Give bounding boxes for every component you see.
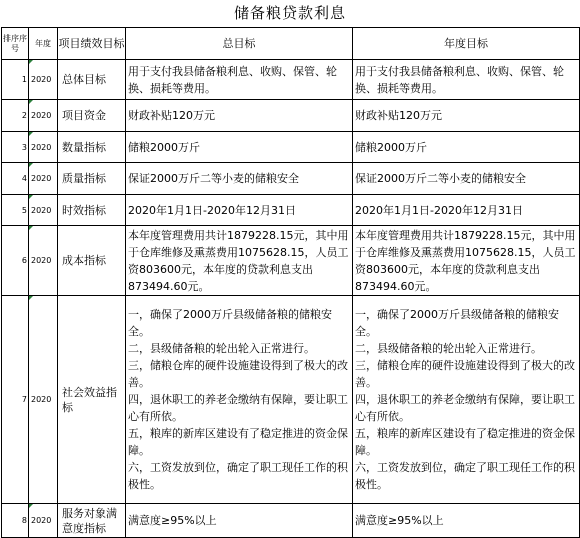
- row-annual-goal: 满意度≥95%以上: [353, 504, 580, 538]
- row-annual-goal: 2020年1月1日-2020年12月31日: [353, 195, 580, 226]
- row-total-goal: 财政补贴120万元: [126, 100, 353, 132]
- row-total-goal: 一，确保了2000万斤县级储备粮的储粮安全。 二，县级储备粮的轮出轮入正常进行。 三，储粮仓库的硬件设施建设得到了极大的改善。 四，退休职工的养老金缴纳有保障，要让职工心有所依。 五，粮库的新库区建设有了稳定推进的资金保障。 六，工资发放到位，确定了职工现任工作的积极性。: [126, 296, 353, 504]
- table-row: [2, 296, 580, 504]
- table-row: [2, 195, 580, 226]
- row-year: 2020: [29, 504, 58, 538]
- row-year: 2020: [29, 226, 58, 296]
- table-row: [2, 163, 580, 195]
- row-total-goal: 2020年1月1日-2020年12月31日: [126, 195, 353, 226]
- row-year: 2020: [29, 100, 58, 132]
- row-annual-goal: 一，确保了2000万斤县级储备粮的储粮安全。 二，县级储备粮的轮出轮入正常进行。 三，储粮仓库的硬件设施建设得到了极大的改善。 四，退休职工的养老金缴纳有保障，要让职工心有所依。 五，粮库的新库区建设有了稳定推进的资金保障。 六，工资发放到位，确定了职工现任工作的积极性。: [353, 296, 580, 504]
- table-row: [2, 226, 580, 296]
- row-indicator: 社会效益指标: [58, 296, 126, 504]
- row-year: 2020: [29, 60, 58, 100]
- row-index: 1: [2, 60, 29, 100]
- row-indicator: 质量指标: [58, 163, 126, 195]
- table-row: [2, 100, 580, 132]
- row-total-goal: 保证2000万斤二等小麦的储粮安全: [126, 163, 353, 195]
- row-annual-goal: 本年度管理费用共计1879228.15元，其中用于仓库维修及熏蒸费用1075628.15，人员工资803600元，本年度的贷款利息支出873494.60元。: [353, 226, 580, 296]
- row-year: 2020: [29, 195, 58, 226]
- row-index: 8: [2, 504, 29, 538]
- row-total-goal: 储粮2000万斤: [126, 132, 353, 163]
- row-index: 2: [2, 100, 29, 132]
- row-total-goal: 用于支付我县储备粮利息、收购、保管、轮换、损耗等费用。: [126, 60, 353, 100]
- performance-table: [1, 27, 580, 538]
- row-year: 2020: [29, 163, 58, 195]
- row-indicator: 时效指标: [58, 195, 126, 226]
- table-row: [2, 504, 580, 538]
- header-indicator: 项目绩效目标: [58, 28, 126, 60]
- row-total-goal: 满意度≥95%以上: [126, 504, 353, 538]
- header-year: 年度: [29, 28, 58, 60]
- row-indicator: 成本指标: [58, 226, 126, 296]
- header-row: [2, 28, 580, 60]
- row-year: 2020: [29, 296, 58, 504]
- row-indicator: 总体目标: [58, 60, 126, 100]
- row-annual-goal: 保证2000万斤二等小麦的储粮安全: [353, 163, 580, 195]
- table-row: [2, 132, 580, 163]
- document-title: 储备粮贷款利息: [233, 4, 346, 22]
- header-total: 总目标: [126, 28, 353, 60]
- table-body: [2, 60, 580, 538]
- row-index: 4: [2, 163, 29, 195]
- row-annual-goal: 用于支付我县储备粮利息、收购、保管、轮换、损耗等费用。: [353, 60, 580, 100]
- header-annual: 年度目标: [353, 28, 580, 60]
- row-index: 6: [2, 226, 29, 296]
- table-row: [2, 60, 580, 100]
- row-index: 3: [2, 132, 29, 163]
- row-index: 5: [2, 195, 29, 226]
- row-indicator: 项目资金: [58, 100, 126, 132]
- row-annual-goal: 财政补贴120万元: [353, 100, 580, 132]
- header-seq: 排序序号: [2, 28, 29, 60]
- row-index: 7: [2, 296, 29, 504]
- row-annual-goal: 储粮2000万斤: [353, 132, 580, 163]
- row-indicator: 数量指标: [58, 132, 126, 163]
- row-indicator: 服务对象满意度指标: [58, 504, 126, 538]
- row-year: 2020: [29, 132, 58, 163]
- row-total-goal: 本年度管理费用共计1879228.15元，其中用于仓库维修及熏蒸费用1075628.15，人员工资803600元，本年度的贷款利息支出873494.60元。: [126, 226, 353, 296]
